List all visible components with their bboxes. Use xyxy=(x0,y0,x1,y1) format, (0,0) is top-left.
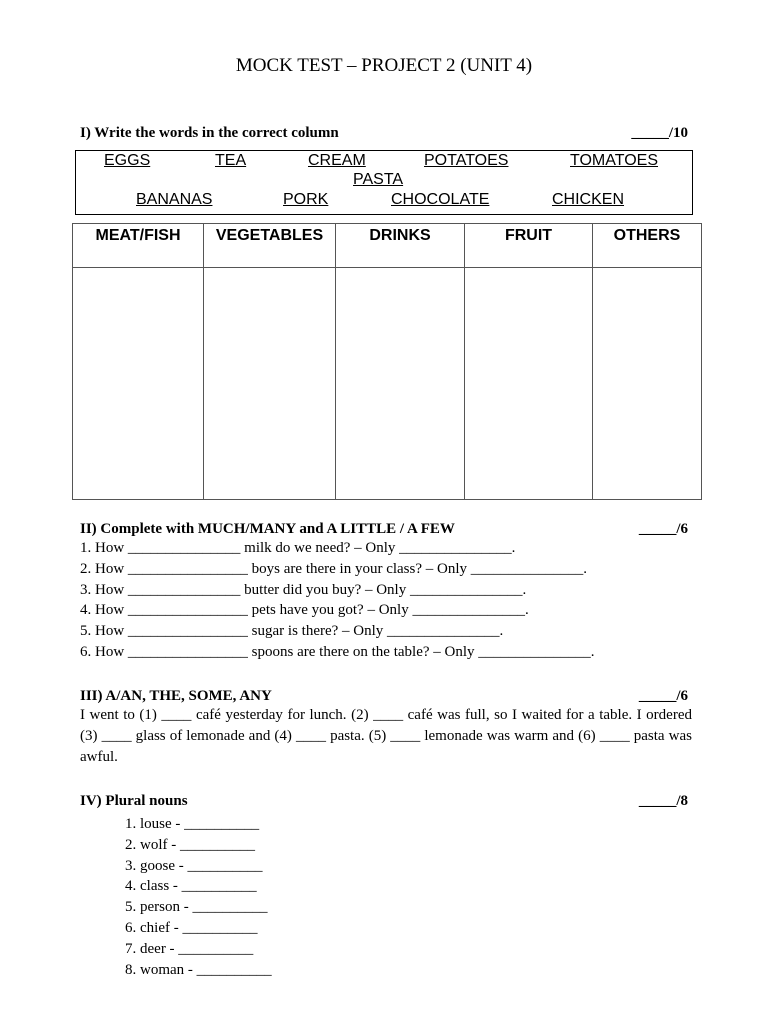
plural-item-6: 6. chief - __________ xyxy=(125,919,258,936)
section-4-header xyxy=(80,793,688,810)
section-1-header xyxy=(80,125,688,142)
column-header-others: OTHERS xyxy=(593,224,702,268)
question-6: 6. How ________________ spoons are there on the table? – Only _______________. xyxy=(80,643,595,660)
answer-cell-meat-fish[interactable] xyxy=(73,268,204,500)
plural-item-3: 3. goose - __________ xyxy=(125,857,263,874)
section-3-score: _____/6 xyxy=(638,688,688,704)
section-1-score: _____/10 xyxy=(631,125,688,141)
plural-item-5: 5. person - __________ xyxy=(125,899,268,916)
answer-cell-vegetables[interactable] xyxy=(204,268,336,500)
section-3-header xyxy=(80,688,688,705)
section-2-score: _____/6 xyxy=(638,521,688,537)
plural-item-4: 4. class - __________ xyxy=(125,878,257,895)
question-5: 5. How ________________ sugar is there? – Only _______________. xyxy=(80,623,504,640)
answer-cell-drinks[interactable] xyxy=(336,268,465,500)
section-2 xyxy=(80,521,688,663)
column-header-fruit: FRUIT xyxy=(465,224,593,268)
column-header-vegetables: VEGETABLES xyxy=(204,224,336,268)
word: PORK xyxy=(283,191,329,208)
answer-cell-fruit[interactable] xyxy=(465,268,593,500)
word: BANANAS xyxy=(136,191,213,208)
word: TEA xyxy=(215,152,247,169)
section-1-heading: I) Write the words in the correct column xyxy=(80,125,339,141)
word: EGGS xyxy=(104,152,151,169)
plural-item-8: 8. woman - __________ xyxy=(125,961,272,978)
section-4-score: _____/8 xyxy=(638,793,688,809)
section-3-paragraph: I went to (1) ____ café yesterday for lunch. (2) ____ café was full, so I waited for a table. I ordered (3) ____ glass of lemonade and (4) ____ pasta. (5) ____ lemonade was warm and (6) ____ pasta was awful. xyxy=(80,707,692,765)
plural-item-7: 7. deer - __________ xyxy=(125,940,254,957)
section-3-heading: III) A/AN, THE, SOME, ANY xyxy=(80,688,272,704)
plural-item-1: 1. louse - __________ xyxy=(125,816,260,832)
category-answer-row xyxy=(73,268,702,500)
word-box xyxy=(75,150,693,215)
section-4-heading: IV) Plural nouns xyxy=(80,793,188,809)
column-header-drinks: DRINKS xyxy=(336,224,465,268)
category-table xyxy=(72,223,702,500)
word: TOMATOES xyxy=(570,152,659,169)
question-2: 2. How ________________ boys are there in your class? – Only _______________. xyxy=(80,560,588,577)
section-2-header xyxy=(80,521,688,538)
question-4: 4. How ________________ pets have you got? – Only _______________. xyxy=(80,602,529,619)
word: CREAM xyxy=(308,152,366,169)
word: CHOCOLATE xyxy=(391,191,490,208)
page-title: MOCK TEST – PROJECT 2 (UNIT 4) xyxy=(235,55,533,76)
answer-cell-others[interactable] xyxy=(593,268,702,500)
word: PASTA xyxy=(353,171,404,188)
category-header-row xyxy=(73,224,702,268)
question-1: 1. How _______________ milk do we need? – Only _______________. xyxy=(80,540,516,556)
plural-list xyxy=(125,814,272,980)
plural-item-2: 2. wolf - __________ xyxy=(125,836,255,853)
section-3 xyxy=(80,688,692,768)
word: CHICKEN xyxy=(552,191,625,208)
column-header-meat-fish: MEAT/FISH xyxy=(73,224,204,268)
question-3: 3. How _______________ butter did you buy? – Only _______________. xyxy=(80,581,527,598)
word: POTATOES xyxy=(424,152,509,169)
section-2-heading: II) Complete with MUCH/MANY and A LITTLE / A FEW xyxy=(80,521,455,537)
